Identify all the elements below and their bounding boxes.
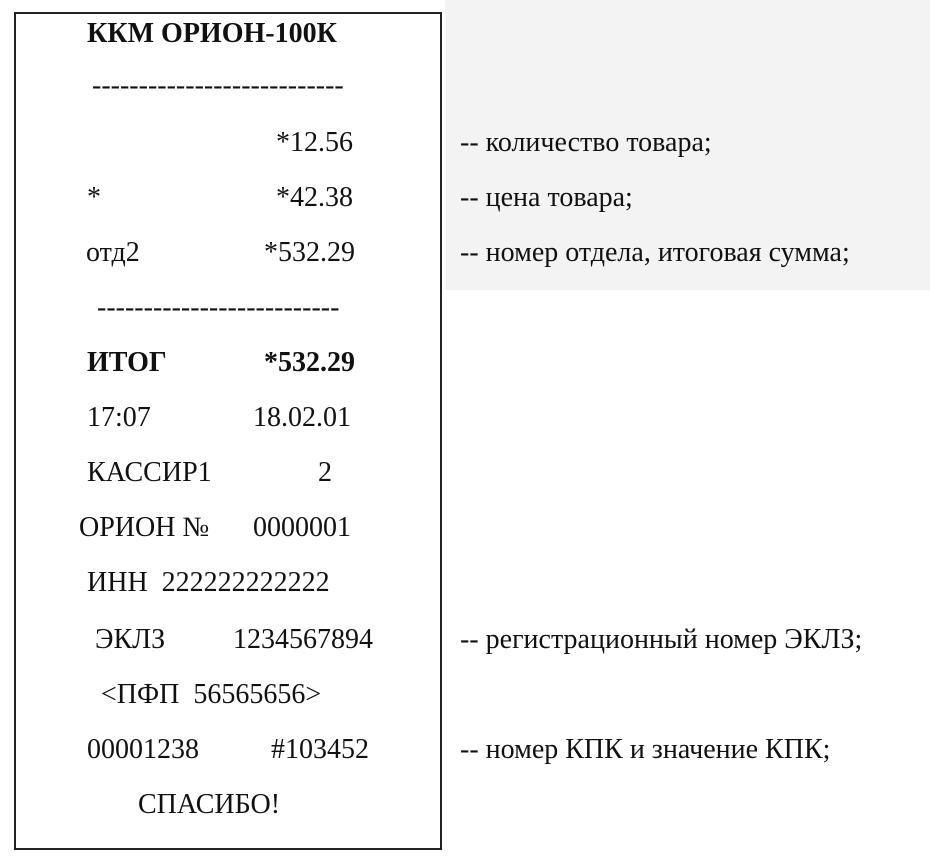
price-value: *42.38 (276, 182, 353, 213)
kpk-number: 00001238 (87, 734, 199, 765)
department-label: отд2 (86, 237, 140, 268)
eklz-number: 1234567894 (233, 624, 373, 655)
total-label: ИТОГ (87, 347, 167, 378)
orion-label: ОРИОН № (79, 512, 210, 543)
orion-number: 0000001 (253, 512, 351, 543)
annotation-kpk: -- номер КПК и значение КПК; (460, 734, 831, 765)
kpk-value: #103452 (271, 734, 369, 765)
total-value: *532.29 (264, 347, 355, 378)
separator-top: --------------------------- (92, 70, 344, 101)
time-value: 17:07 (87, 402, 151, 433)
eklz-label: ЭКЛЗ (95, 624, 166, 655)
date-value: 18.02.01 (253, 402, 351, 433)
cashier-label: КАССИР1 (87, 457, 212, 488)
annotation-eklz: -- регистрационный номер ЭКЛЗ; (460, 624, 863, 655)
receipt-title: ККМ ОРИОН-100К (87, 18, 337, 49)
annotation-department: -- номер отдела, итоговая сумма; (460, 237, 850, 268)
inn-line: ИНН 222222222222 (87, 567, 330, 598)
receipt (14, 12, 442, 850)
price-star: * (87, 182, 101, 213)
pfp-line: <ПФП 56565656> (101, 679, 322, 710)
quantity-value: *12.56 (276, 127, 353, 158)
annotation-quantity: -- количество товара; (460, 127, 712, 158)
thanks-line: СПАСИБО! (138, 789, 281, 820)
department-sum: *532.29 (264, 237, 355, 268)
separator-bottom: -------------------------- (97, 292, 340, 323)
cashier-number: 2 (318, 457, 332, 488)
annotation-price: -- цена товара; (460, 182, 633, 213)
